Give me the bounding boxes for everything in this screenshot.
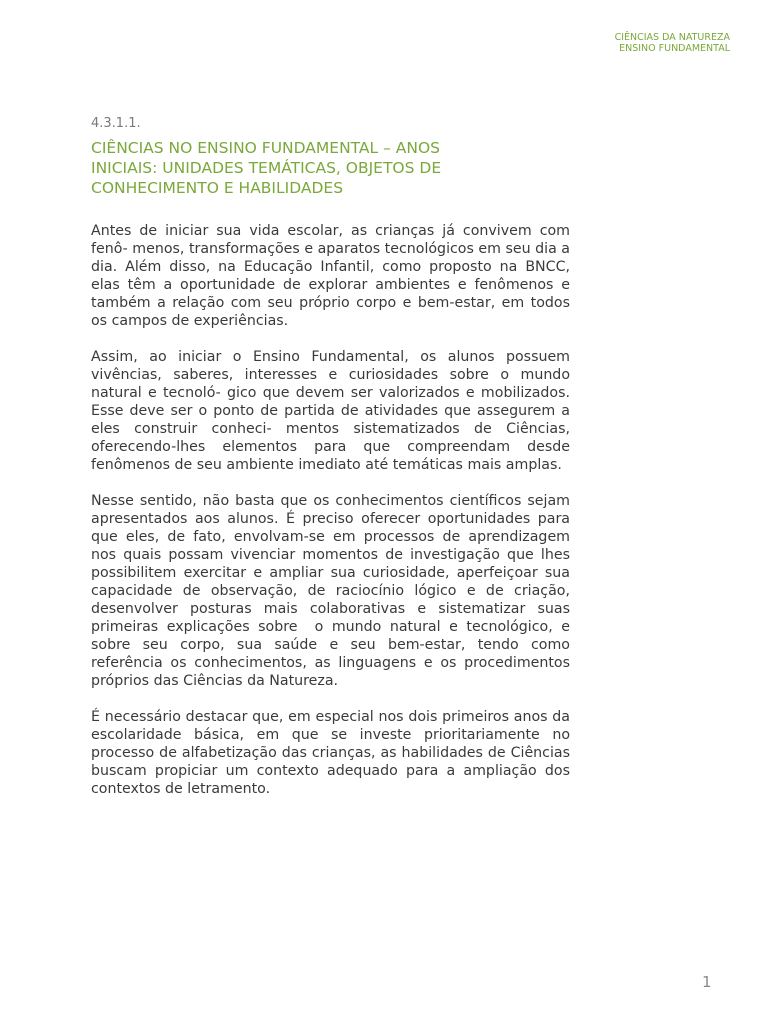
paragraph: Nesse sentido, não basta que os conhecimentos científicos sejam apresentados aos alunos. É preciso oferecer oportunidades para que eles, de fato, envolvam-se em processos de aprendizagem nos quais possam vivenciar momentos de investigação que lhes possibilitem exercitar e ampliar sua curiosidade, aperfeiçoar sua capacidade de observação, de raciocínio lógico e de criação, desenvolver posturas mais colaborativas e sistematizar suas primeiras explicações sobre o mundo natural e tecnológico, e sobre seu corpo, sua saúde e seu bem-estar, tendo como referência os conhecimentos, as linguagens e os procedimentos próprios das Ciências da Natureza. (91, 493, 575, 689)
body-text (91, 222, 575, 816)
running-header-subject: CIÊNCIAS DA NATUREZA (614, 32, 730, 43)
running-header-level: ENSINO FUNDAMENTAL (619, 43, 730, 54)
paragraph: É necessário destacar que, em especial nos dois primeiros anos da escolaridade básica, em que se investe prioritariamente no processo de alfabetização das crianças, as habilidades de Ciências buscam propiciar um contexto adequado para a ampliação dos contextos de letramento. (91, 709, 575, 797)
section-title: CIÊNCIAS NO ENSINO FUNDAMENTAL – ANOS INICIAIS: UNIDADES TEMÁTICAS, OBJETOS DE CONHECIMENTO E HABILIDADES (91, 139, 442, 197)
paragraph: Assim, ao iniciar o Ensino Fundamental, os alunos possuem vivências, saberes, interesses e curiosidades sobre o mundo natural e tecnoló- gico que devem ser valorizados e mobilizados. Esse deve ser o ponto de partida de atividades que assegurem a eles construir conheci- mentos sistematizados de Ciências, oferecendo-lhes elementos para que compreendam desde fenômenos de seu ambiente imediato até temáticas mais amplas. (91, 349, 575, 473)
running-header (615, 32, 730, 54)
page-number: 1 (702, 973, 712, 991)
section-number: 4.3.1.1. (91, 116, 141, 131)
paragraph: Antes de iniciar sua vida escolar, as crianças já convivem com fenô- menos, transformações e aparatos tecnológicos em seu dia a dia. Além disso, na Educação Infantil, como proposto na BNCC, elas têm a oportunidade de explorar ambientes e fenômenos e também a relação com seu próprio corpo e bem-estar, em todos os campos de experiências. (91, 223, 575, 329)
